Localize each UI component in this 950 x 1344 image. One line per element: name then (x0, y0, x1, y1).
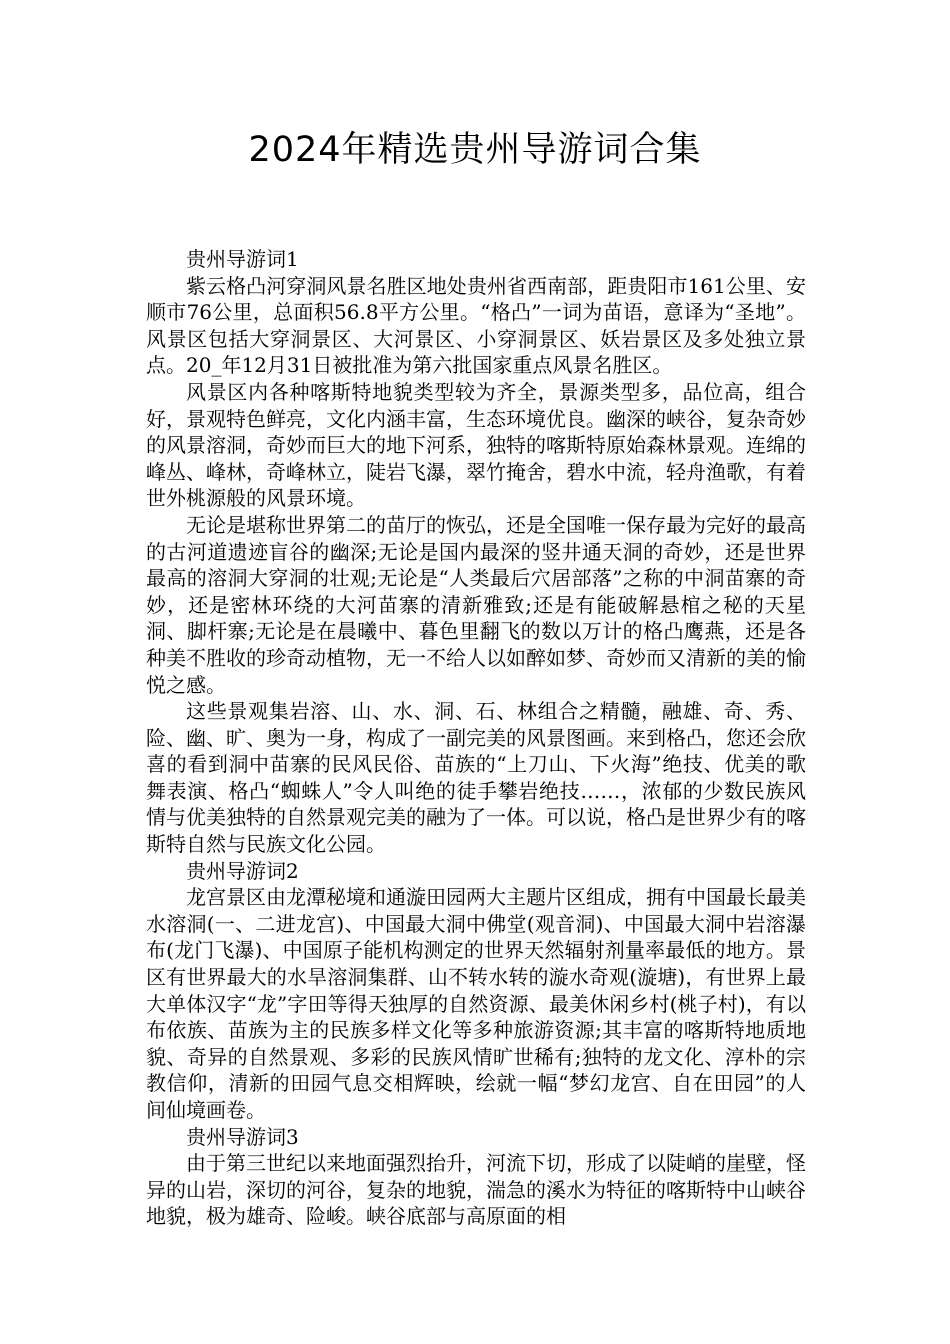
document-title: 2024年精选贵州导游词合集 (248, 130, 702, 170)
paragraph: 这些景观集岩溶、山、水、洞、石、林组合之精髓，融雄、奇、秀、险、幽、旷、奥为一身，构成了一副完美的风景图画。来到格凸，您还会欣喜的看到洞中苗寨的民风民俗、苗族的“上刀山、下火海”绝技、优美的歌舞表演、格凸“蜘蛛人”令人叫绝的徒手攀岩绝技……，浓郁的少数民族风情与优美独特的自然景观完美的融为了一体。可以说，格凸是世界少有的喀斯特自然与民族文化公园。 (146, 699, 806, 857)
paragraph: 龙宫景区由龙潭秘境和通漩田园两大主题片区组成，拥有中国最长最美水溶洞(一、二进龙宫)、中国最大洞中佛堂(观音洞)、中国最大洞中岩溶瀑布(龙门飞瀑)、中国原子能机构测定的世界天然辐射剂量率最低的地方。景区有世界最大的水旱溶洞集群、山不转水转的漩水奇观(漩塘)，有世界上最大单体汉字“龙”字田等得天独厚的自然资源、最美休闲乡村(桃子村)，有以布依族、苗族为主的民族多样文化等多种旅游资源;其丰富的喀斯特地质地貌、奇异的自然景观、多彩的民族风情旷世稀有;独特的龙文化、淳朴的宗教信仰，清新的田园气息交相辉映，绘就一幅“梦幻龙宫、自在田园”的人间仙境画卷。 (146, 885, 806, 1122)
paragraph: 风景区内各种喀斯特地貌类型较为齐全，景源类型多，品位高，组合好，景观特色鲜亮，文化内涵丰富，生态环境优良。幽深的峡谷，复杂奇妙的风景溶洞，奇妙而巨大的地下河系，独特的喀斯特原始森林景观。连绵的峰丛、峰林，奇峰林立，陡岩飞瀑，翠竹掩舍，碧水中流，轻舟渔歌，有着世外桃源般的风景环境。 (146, 379, 806, 511)
section-heading: 贵州导游词1 (186, 247, 299, 271)
paragraph: 紫云格凸河穿洞风景名胜区地处贵州省西南部，距贵阳市161公里、安顺市76公里，总面积56.8平方公里。“格凸”一词为苗语，意译为“圣地”。风景区包括大穿洞景区、大河景区、小穿洞景区、妖岩景区及多处独立景点。20_年12月31日被批准为第六批国家重点风景名胜区。 (146, 273, 806, 378)
section-heading: 贵州导游词3 (186, 1124, 299, 1149)
paragraph: 由于第三世纪以来地面强烈抬升，河流下切，形成了以陡峭的崖壁，怪异的山岩，深切的河谷，复杂的地貌，湍急的溪水为特征的喀斯特中山峡谷地貌，极为雄奇、险峻。峡谷底部与高原面的相 (146, 1151, 806, 1229)
section-heading: 贵州导游词2 (186, 858, 299, 883)
paragraph: 无论是堪称世界第二的苗厅的恢弘，还是全国唯一保存最为完好的最高的古河道遗迹盲谷的幽深;无论是国内最深的竖井通天洞的奇妙，还是世界最高的溶洞大穿洞的壮观;无论是“人类最后穴居部落”之称的中洞苗寨的奇妙，还是密林环绕的大河苗寨的清新雅致;还是有能破解悬棺之秘的天星洞、脚杆寨;无论是在晨曦中、暮色里翻飞的数以万计的格凸鹰燕，还是各种美不胜收的珍奇动植物，无一不给人以如醉如梦、奇妙而又清新的美的愉悦之感。 (146, 512, 806, 697)
document-body (146, 246, 806, 1230)
